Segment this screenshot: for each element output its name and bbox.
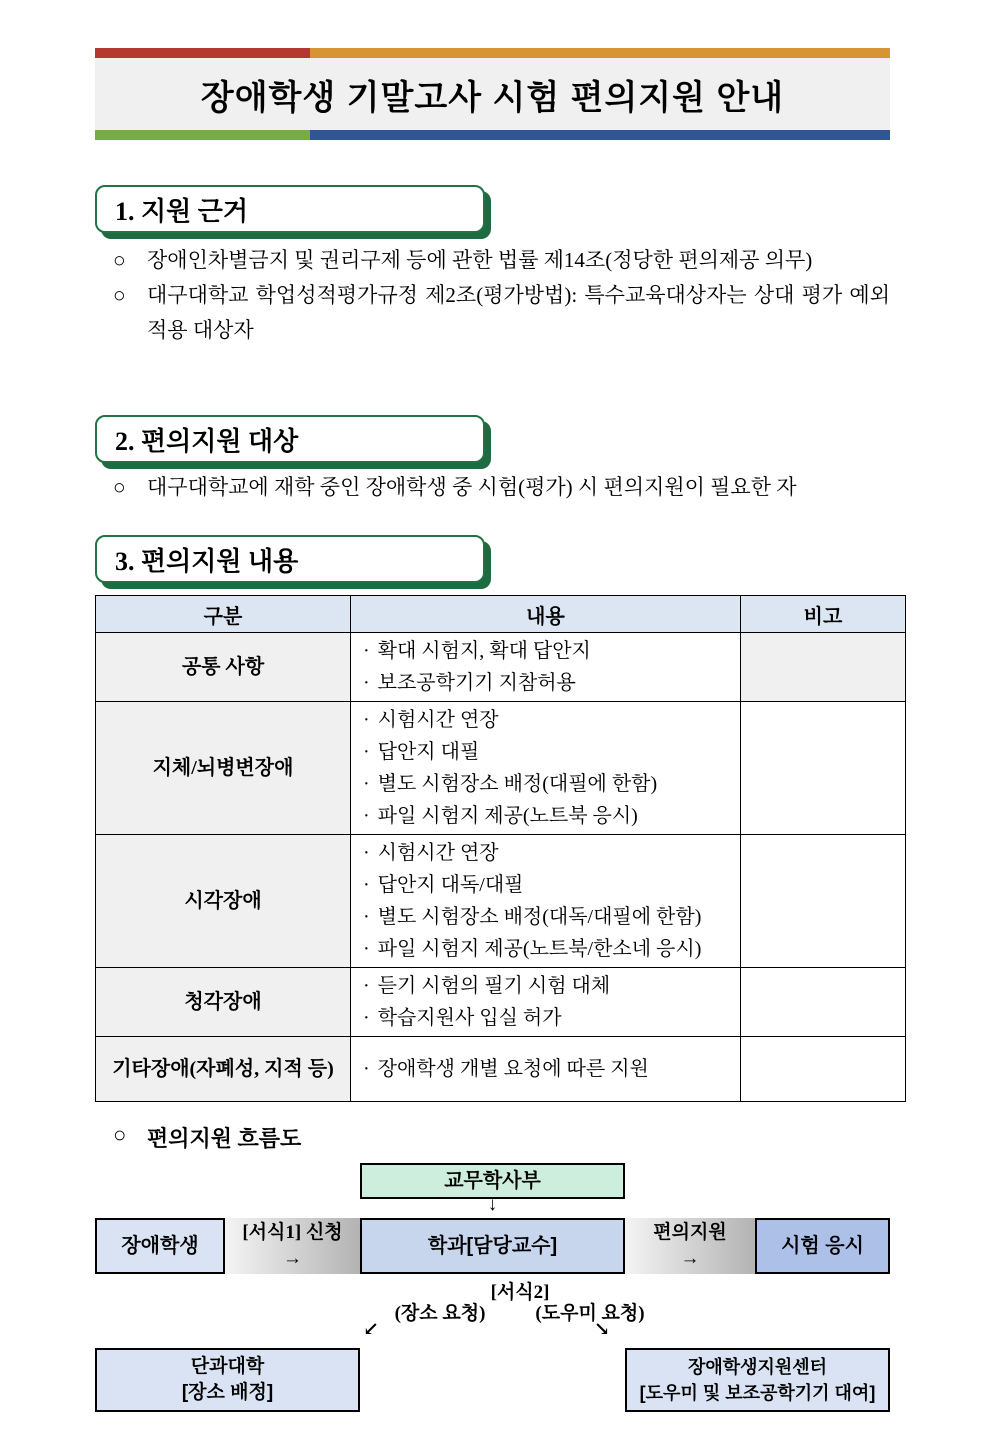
- table-row: [96, 968, 906, 1037]
- flow-box-support-center: [625, 1348, 890, 1412]
- item-text: 보조공학기기 지참허용: [377, 672, 576, 694]
- section3-heading: 3. 편의지원 내용: [115, 546, 299, 576]
- dot-bullet-icon: ·: [363, 906, 370, 928]
- item-line: [363, 800, 732, 832]
- flow-box-sublabel: [도우미 및 보조공학기기 대여]: [639, 1383, 876, 1403]
- col-header-note: 비고: [741, 596, 906, 633]
- table-row: [96, 633, 906, 702]
- item-text: 시험시간 연장: [377, 709, 499, 731]
- items-cell: [351, 835, 741, 968]
- dot-bullet-icon: ·: [363, 938, 370, 960]
- helper-request-label: (도우미 요청): [535, 1303, 645, 1324]
- dot-bullet-icon: ·: [363, 874, 370, 896]
- dot-bullet-icon: ·: [363, 842, 370, 864]
- dot-bullet-icon: ·: [363, 1058, 370, 1080]
- down-left-arrow-icon: ↙: [363, 1319, 379, 1340]
- category-cell: 기타장애(자폐성, 지적 등): [96, 1037, 351, 1102]
- item-text: 파일 시험지 제공(노트북/한소네 응시): [377, 938, 702, 960]
- section2-heading: 2. 편의지원 대상: [115, 426, 299, 456]
- items-cell: [351, 633, 741, 702]
- circle-bullet-icon: ○: [113, 1122, 127, 1147]
- dot-bullet-icon: ·: [363, 1007, 370, 1029]
- dot-bullet-icon: ·: [363, 640, 370, 662]
- items-cell: [351, 702, 741, 835]
- item-text: 장애학생 개별 요청에 따른 지원: [377, 1058, 649, 1080]
- page-title: 장애학생 기말고사 시험 편의지원 안내: [200, 78, 785, 117]
- dot-bullet-icon: ·: [363, 741, 370, 763]
- category-cell: 지체/뇌병변장애: [96, 702, 351, 835]
- title-top-bar: [95, 48, 890, 58]
- circle-bullet-icon: ○: [113, 283, 126, 307]
- connector-label: 편의지원: [653, 1222, 727, 1243]
- flow-box-label: 학과[담당교수]: [427, 1235, 558, 1257]
- flow-connector-support: [625, 1218, 755, 1274]
- category-cell: 시각장애: [96, 835, 351, 968]
- place-request-label: (장소 요청): [394, 1303, 486, 1324]
- col-header-content: 내용: [351, 596, 741, 633]
- down-right-arrow-icon: ↘: [594, 1319, 610, 1340]
- note-cell: [741, 1037, 906, 1102]
- dot-bullet-icon: ·: [363, 672, 370, 694]
- note-cell: [741, 702, 906, 835]
- note-cell: [741, 968, 906, 1037]
- bullet-text: 장애인차별금지 및 권리구제 등에 관한 법률 제14조(정당한 편의제공 의무): [147, 248, 813, 272]
- right-arrow-icon: →: [283, 1248, 302, 1269]
- category-cell: 공통 사항: [96, 633, 351, 702]
- item-line: [363, 869, 732, 901]
- title-bottom-bar: [95, 130, 890, 140]
- item-text: 확대 시험지, 확대 답안지: [377, 640, 591, 662]
- section1-bullets: [95, 243, 890, 348]
- flow-box-label: 장애학생: [121, 1235, 199, 1257]
- section2-header: [95, 415, 485, 463]
- category-cell: 청각장애: [96, 968, 351, 1037]
- section2-bullets: [95, 470, 890, 505]
- title-top-bar-orange: [310, 48, 890, 58]
- dot-bullet-icon: ·: [363, 975, 370, 997]
- item-line: [363, 970, 732, 1002]
- title-bottom-bar-blue: [310, 130, 890, 140]
- note-cell: [741, 835, 906, 968]
- item-line: [363, 901, 732, 933]
- items-cell: [351, 1037, 741, 1102]
- dot-bullet-icon: ·: [363, 773, 370, 795]
- table-header-row: [96, 596, 906, 633]
- bullet-text: 대구대학교에 재학 중인 장애학생 중 시험(평가) 시 편의지원이 필요한 자: [147, 475, 797, 499]
- items-cell: [351, 968, 741, 1037]
- table-row: [96, 702, 906, 835]
- item-text: 시험시간 연장: [377, 842, 499, 864]
- flow-box-sublabel: [장소 배정]: [181, 1382, 274, 1403]
- flow-box-disabled-student: [95, 1218, 225, 1274]
- bullet-text: 대구대학교 학업성적평가규정 제2조(평가방법): 특수교육대상자는 상대 평가 예외 적용 대상자: [147, 283, 890, 342]
- item-line: [363, 768, 732, 800]
- note-cell: [741, 633, 906, 702]
- item-line: [363, 704, 732, 736]
- bullet-item: [95, 243, 890, 278]
- bullet-item: [95, 470, 890, 505]
- section3-header: [95, 535, 485, 583]
- flow-connector-application: [225, 1218, 360, 1274]
- flow-box-label: 시험 응시: [781, 1235, 864, 1257]
- title-top-bar-red: [95, 48, 310, 58]
- section1-heading: 1. 지원 근거: [115, 196, 248, 226]
- down-arrow-icon: ↓: [487, 1194, 498, 1215]
- circle-bullet-icon: ○: [113, 248, 126, 272]
- item-line: [363, 837, 732, 869]
- title-band: [95, 58, 890, 130]
- bullet-item: [95, 278, 890, 348]
- item-text: 별도 시험장소 배정(대독/대필에 한함): [377, 906, 702, 928]
- flow-box-college: [95, 1348, 360, 1412]
- dot-bullet-icon: ·: [363, 805, 370, 827]
- flowchart-heading: [95, 1122, 595, 1153]
- flow-box-label: 장애학생지원센터: [687, 1357, 828, 1377]
- table-row: [96, 835, 906, 968]
- right-arrow-icon: →: [680, 1248, 700, 1269]
- item-line: [363, 1053, 732, 1085]
- flow-box-department: [360, 1218, 625, 1274]
- item-text: 학습지원사 입실 허가: [377, 1007, 562, 1029]
- item-text: 답안지 대독/대필: [377, 874, 524, 896]
- item-text: 파일 시험지 제공(노트북 응시): [377, 805, 638, 827]
- item-line: [363, 933, 732, 965]
- item-text: 별도 시험장소 배정(대필에 한함): [377, 773, 658, 795]
- circle-bullet-icon: ○: [113, 475, 126, 499]
- dot-bullet-icon: ·: [363, 709, 370, 731]
- item-text: 답안지 대필: [377, 741, 480, 763]
- item-text: 듣기 시험의 필기 시험 대체: [377, 975, 611, 997]
- item-line: [363, 667, 732, 699]
- flow-box-take-exam: [755, 1218, 890, 1274]
- item-line: [363, 736, 732, 768]
- flow-box-label: 교무학사부: [444, 1170, 541, 1192]
- flowchart-heading-text: 편의지원 흐름도: [147, 1126, 302, 1151]
- item-line: [363, 635, 732, 667]
- flow-box-label: 단과대학: [190, 1356, 265, 1377]
- connector-label: [서식1] 신청: [242, 1222, 343, 1243]
- table-row: [96, 1037, 906, 1102]
- section1-header: [95, 185, 485, 233]
- accommodations-table: [95, 595, 906, 1102]
- col-header-category: 구분: [96, 596, 351, 633]
- title-bottom-bar-green: [95, 130, 310, 140]
- form2-label: [서식2]: [490, 1282, 550, 1303]
- item-line: [363, 1002, 732, 1034]
